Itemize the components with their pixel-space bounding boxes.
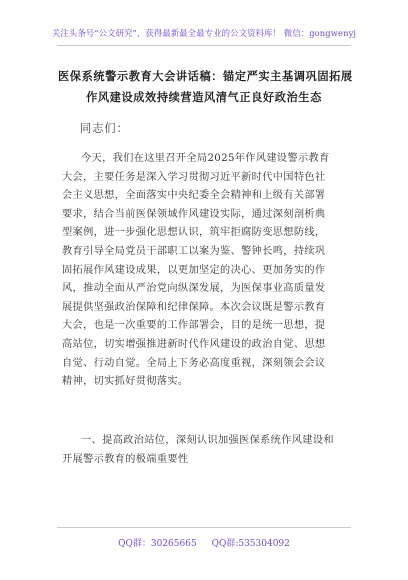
paragraph-line: 会主义思想，全面落实中央纪委全会精神和上级有关部署 xyxy=(62,190,326,202)
section-heading xyxy=(62,432,352,469)
qq-group-1: QQ群：30265665 xyxy=(118,539,197,549)
title-line: 医保系统警示教育大会讲话稿：锚定严实主基调巩固拓展 xyxy=(58,69,353,83)
paragraph-line: 大会，也是一次重要的工作部署会，目的是统一思想，提 xyxy=(62,320,326,332)
qq-group-2: QQ群:535304092 xyxy=(211,539,290,549)
paragraph-line: 型案例，进一步强化思想认识，筑牢拒腐防变思想防线， xyxy=(62,227,326,239)
paragraph-line: 要求，结合当前医保领域作风建设实际，通过深刻剖析典 xyxy=(62,208,326,220)
paragraph-line: 开展警示教育的极端重要性 xyxy=(62,453,189,465)
paragraph-line: 自觉、行动自觉。全局上下务必高度重视，深刻领会会议 xyxy=(62,357,326,369)
greeting: 同志们： xyxy=(80,122,129,135)
paragraph-line: 固拓展作风建设成果，以更加坚定的决心、更加务实的作 xyxy=(62,264,326,276)
paragraph-line: 精神，切实抓好贯彻落实。 xyxy=(62,376,189,388)
paragraph-line: 一、提高政治站位，深刻认识加强医保系统作风建设和 xyxy=(81,435,334,446)
body-paragraph xyxy=(62,150,352,392)
footer-divider xyxy=(57,527,351,528)
header-note: 关注头条号“公文研究”，获得最新最全最专业的公文资料库！ 微信：gongwenyj xyxy=(51,28,357,38)
paragraph-line: 高站位，切实增强推进新时代作风建设的政治自觉、思想 xyxy=(62,338,326,350)
paragraph-line: 今天，我们在这里召开全局2025年作风建设警示教育 xyxy=(81,153,330,164)
paragraph-line: 大会，主要任务是深入学习贯彻习近平新时代中国特色社 xyxy=(62,171,326,183)
document-title xyxy=(58,66,353,108)
header-divider xyxy=(57,45,351,46)
title-line: 作风建设成效持续营造风清气正良好政治生态 xyxy=(86,90,322,104)
paragraph-line: 展提供坚强政治保障和纪律保障。本次会议既是警示教育 xyxy=(62,301,326,313)
footer-contact xyxy=(0,536,408,549)
paragraph-line: 风，推动全面从严治党向纵深发展，为医保事业高质量发 xyxy=(62,283,326,295)
paragraph-line: 教育引导全局党员干部职工以案为鉴、警钟长鸣，持续巩 xyxy=(62,245,326,257)
